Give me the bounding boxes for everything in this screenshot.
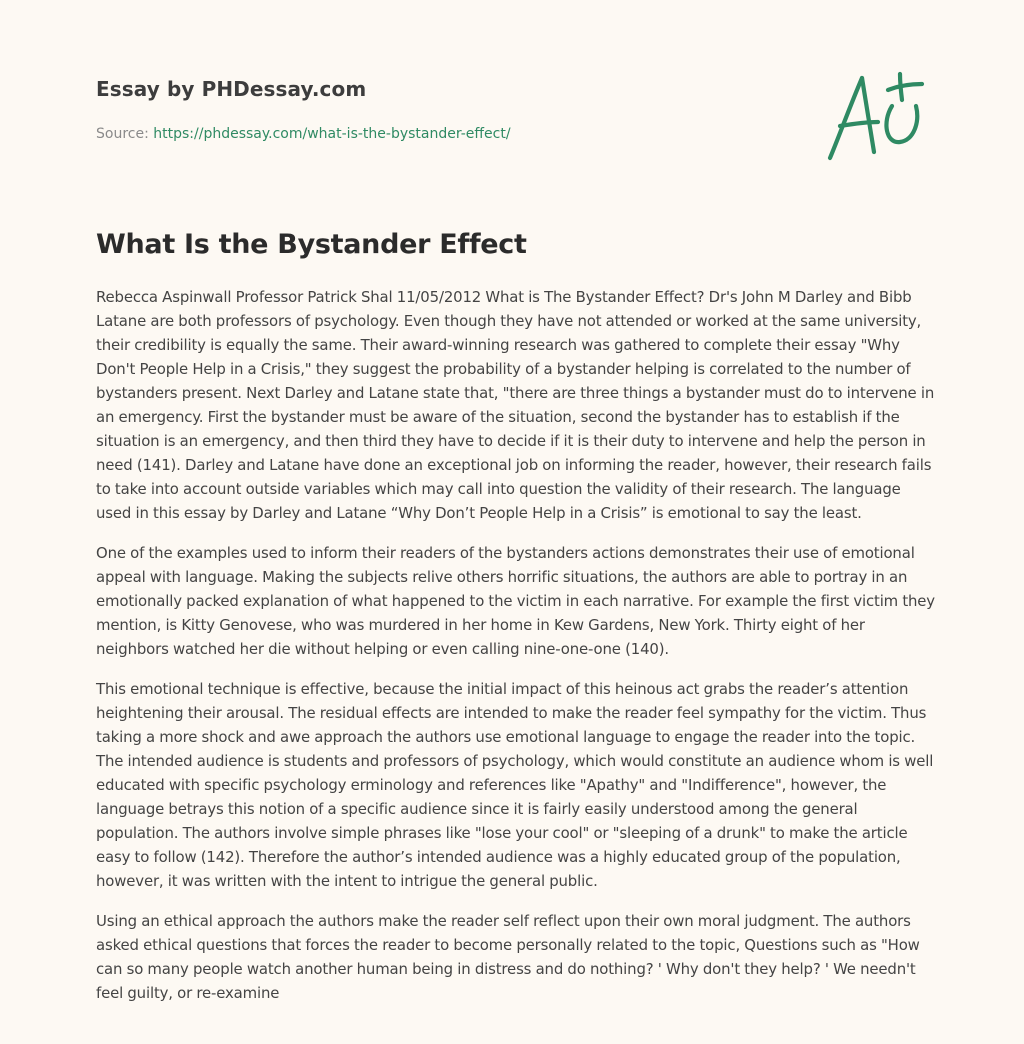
page-header xyxy=(96,74,796,142)
essay-title: What Is the Bystander Effect xyxy=(96,229,527,260)
a-plus-logo-icon xyxy=(822,66,928,166)
essay-body xyxy=(96,285,936,1021)
paragraph: Using an ethical approach the authors make the reader self reflect upon their own moral judgment. The authors asked ethical questions that forces the reader to become personally related to the topic, Questions such as "How can so many people watch another human being in distress and do nothing? ' Why don't they help? ' We needn't feel guilty, or re-examine xyxy=(96,912,920,1002)
paragraph: One of the examples used to inform their readers of the bystanders actions demonstrates their use of emotional appeal with language. Making the subjects relive others horrific situations, the authors are able to portray in an emotionally packed explanation of what happened to the victim in each narrative. For example the first victim they mention, is Kitty Genovese, who was murdered in her home in Kew Gardens, New York. Thirty eight of her neighbors watched her die without helping or even calling nine-one-one (140). xyxy=(96,544,935,658)
site-brand: Essay by PHDessay.com xyxy=(96,77,367,101)
paragraph: This emotional technique is effective, because the initial impact of this heinous act grabs the reader’s attention heightening their arousal. The residual effects are intended to make the reader feel sympathy for the victim. Thus taking a more shock and awe approach the authors use emotional language to engage the reader into the topic. The intended audience is students and professors of psychology, which would constitute an audience whom is well educated with specific psychology erminology and references like "Apathy" and "Indifference", however, the language betrays this notion of a specific audience since it is fairly easily understood among the general population. The authors involve simple phrases like "lose your cool" or "sleeping of a drunk" to make the article easy to follow (142). Therefore the author’s intended audience was a highly educated group of the population, however, it was written with the intent to intrigue the general public. xyxy=(96,680,934,890)
a-plus-logo xyxy=(822,66,928,166)
paragraph: Rebecca Aspinwall Professor Patrick Shal 11/05/2012 What is The Bystander Effect? Dr's John M Darley and Bibb Latane are both professors of psychology. Even though they have not attended or worked at the same university, their credibility is equally the same. Their award-winning research was gathered to complete their essay "Why Don't People Help in a Crisis," they suggest the probability of a bystander helping is correlated to the number of bystanders present. Next Darley and Latane state that, "there are three things a bystander must do to intervene in an emergency. First the bystander must be aware of the situation, second the bystander has to establish if the situation is an emergency, and then third they have to decide if it is their duty to intervene and help the person in need (141). Darley and Latane have done an exceptional job on informing the reader, however, their research fails to take into account outside variables which may call into question the validity of their research. The language used in this essay by Darley and Latane “Why Don’t People Help in a Crisis” is emotional to say the least. xyxy=(96,288,935,522)
source-link[interactable]: https://phdessay.com/what-is-the-bystander-effect/ xyxy=(153,126,511,142)
source-label: Source: xyxy=(96,126,154,142)
source-line xyxy=(96,124,511,144)
